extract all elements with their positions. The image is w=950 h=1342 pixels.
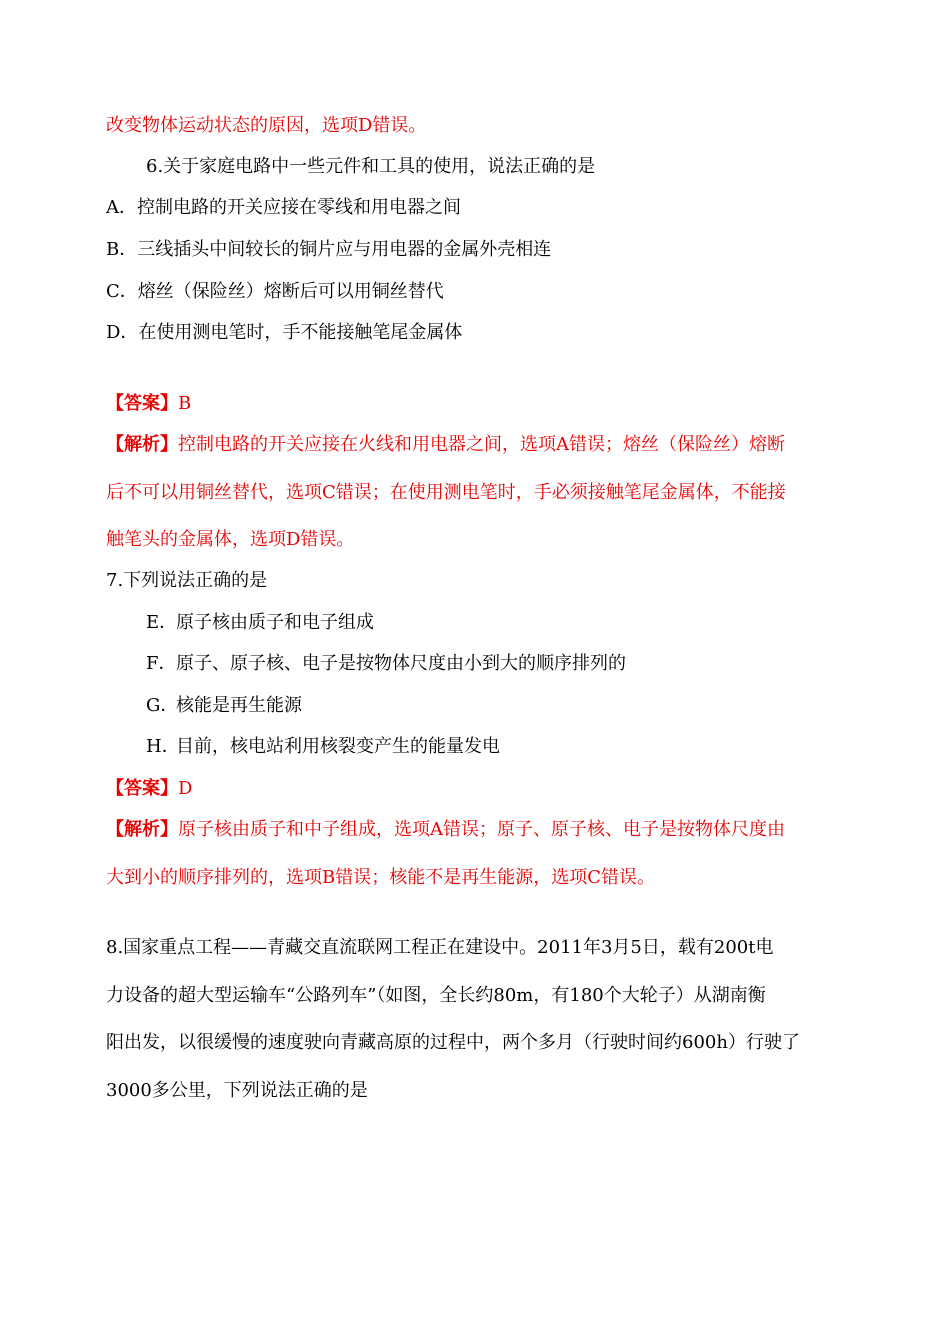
- question-6-explanation-line-3: 触笔头的金属体，选项D错误。: [106, 529, 355, 550]
- question-7-option-e: [146, 611, 374, 635]
- question-8-stem-line-4: 3000多公里，下列说法正确的是: [106, 1080, 368, 1101]
- question-7-explanation-line-2: 大到小的顺序排列的，选项B错误；核能不是再生能源，选项C错误。: [106, 867, 655, 888]
- question-8-stem-line-3: 阳出发，以很缓慢的速度驶向青藏高原的过程中，两个多月（行驶时间约600h）行驶了: [106, 1032, 800, 1053]
- option-text: 核能是再生能源: [176, 695, 302, 716]
- question-6-explanation-line-2: 后不可以用铜丝替代，选项C错误；在使用测电笔时，手必须接触笔尾金属体，不能接: [106, 482, 786, 503]
- answer-tag: 【答案】: [106, 393, 178, 414]
- option-text: 目前，核电站利用核裂变产生的能量发电: [176, 736, 500, 757]
- explanation-tag: 【解析】: [106, 819, 178, 840]
- question-6-stem: 6.关于家庭电路中一些元件和工具的使用，说法正确的是: [146, 156, 596, 177]
- answer-tag: 【答案】: [106, 778, 178, 799]
- option-letter: F．: [146, 653, 177, 674]
- question-8-stem-line-2: 力设备的超大型运输车“公路列车”（如图，全长约80m，有180个大轮子）从湖南衡: [106, 985, 766, 1006]
- question-6-explanation-line-1: [106, 433, 785, 457]
- answer-value: D: [178, 778, 193, 799]
- explanation-text: 控制电路的开关应接在火线和用电器之间，选项A错误；熔丝（保险丝）熔断: [178, 434, 785, 455]
- question-8-stem-line-1: 8.国家重点工程——青藏交直流联网工程正在建设中。2011年3月5日，载有200t电: [106, 937, 774, 958]
- question-7-option-f: [146, 652, 626, 676]
- question-7-option-h: [146, 735, 500, 759]
- question-7-option-g: [146, 694, 302, 718]
- option-letter: G．: [146, 695, 179, 716]
- question-7-explanation-line-1: [106, 818, 785, 842]
- option-text: 原子、原子核、电子是按物体尺度由小到大的顺序排列的: [176, 653, 626, 674]
- option-letter: E．: [146, 612, 178, 633]
- explanation-text: 原子核由质子和中子组成，选项A错误；原子、原子核、电子是按物体尺度由: [178, 819, 785, 840]
- question-6-option-b: B．三线插头中间较长的铜片应与用电器的金属外壳相连: [106, 239, 552, 260]
- explanation-continuation: 改变物体运动状态的原因，选项D错误。: [106, 115, 427, 136]
- answer-value: B: [178, 393, 192, 414]
- question-7-answer: [106, 777, 192, 801]
- option-letter: H．: [146, 736, 180, 757]
- question-6-option-d: D．在使用测电笔时，手不能接触笔尾金属体: [106, 322, 463, 343]
- explanation-tag: 【解析】: [106, 434, 178, 455]
- question-6-answer: [106, 392, 191, 416]
- option-text: 原子核由质子和电子组成: [176, 612, 374, 633]
- question-6-option-a: A．控制电路的开关应接在零线和用电器之间: [106, 197, 461, 218]
- question-7-stem: 7.下列说法正确的是: [106, 570, 268, 591]
- question-6-option-c: C．熔丝（保险丝）熔断后可以用铜丝替代: [106, 281, 444, 302]
